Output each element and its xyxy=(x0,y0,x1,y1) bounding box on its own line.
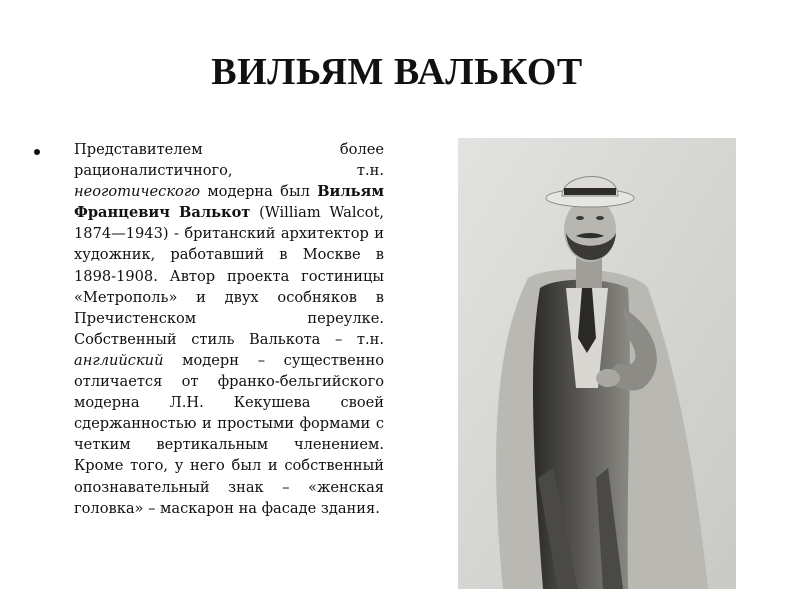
text-run: модерна был xyxy=(200,183,318,201)
portrait-illustration xyxy=(458,138,736,589)
hat-band xyxy=(564,188,616,195)
bold-name: Вильям Францевич Валькот xyxy=(74,183,384,222)
italic-term-neogothic: неоготического xyxy=(74,183,200,201)
text-run: Представителем более рационалистичного, т.н. xyxy=(74,141,384,180)
slide-title: ВИЛЬЯМ ВАЛЬКОТ xyxy=(211,51,583,93)
portrait-photo xyxy=(458,138,736,589)
bullet-icon xyxy=(34,149,40,155)
text-run: (William Walcot, 1874—1943) - британский архитектор и художник, работавший в Москве в 1898-1908. Автор проекта гостиницы «Метрополь» и двух особняков в Пречистенском переулке. Собственный стиль Валькота – т.н. xyxy=(74,204,384,348)
bullet-paragraph xyxy=(74,139,384,519)
text-run: модерн – существенно отличается от франко-бельгийского модерна Л.Н. Кекушева своей сдержанностью и простыми формами с четким вертикальным членением. Кроме того, у него был и собственный опознавательный знак – «женская головка» – маскарон на фасаде здания. xyxy=(74,351,384,517)
italic-term-english: английский xyxy=(74,351,164,369)
